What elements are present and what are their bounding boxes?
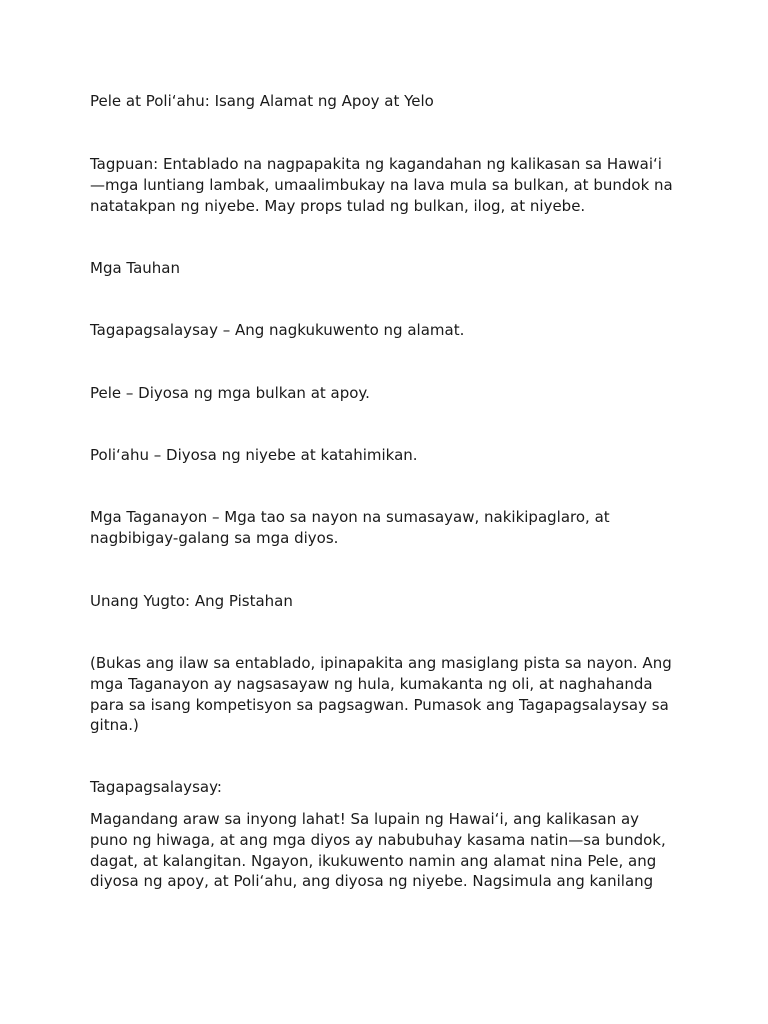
character-narrator: Tagapagsalaysay – Ang nagkukuwento ng alamat. <box>90 321 465 339</box>
character-poliahu: Poli‘ahu – Diyosa ng niyebe at katahimikan. <box>90 446 418 464</box>
character-pele: Pele – Diyosa ng mga bulkan at apoy. <box>90 384 370 402</box>
character-villagers: Mga Taganayon – Mga tao sa nayon na sumasayaw, nakikipaglaro, at nagbibigay-galang sa mga diyos. <box>90 508 610 547</box>
narrator-speech: Magandang araw sa inyong lahat! Sa lupain ng Hawai‘i, ang kalikasan ay puno ng hiwaga, at ang mga diyos ay nabubuhay kasama natin—sa bundok, dagat, at kalangitan. Ngayon, ikukuwento namin ang alamat nina Pele, ang diyosa ng apoy, at Poli‘ahu, ang diyosa ng niyebe. Nagsimula ang kanilang <box>90 810 666 891</box>
document-title: Pele at Poli‘ahu: Isang Alamat ng Apoy at Yelo <box>90 92 434 110</box>
characters-heading: Mga Tauhan <box>90 259 181 277</box>
setting-paragraph: Tagpuan: Entablado na nagpapakita ng kagandahan ng kalikasan sa Hawai‘i —mga luntiang lambak, umaalimbukay na lava mula sa bulkan, at bundok na natatakpan ng niyebe. May props tulad ng bulkan, ilog, at niyebe. <box>90 155 673 215</box>
stage-direction: (Bukas ang ilaw sa entablado, ipinapakita ang masiglang pista sa nayon. Ang mga Taganayon ay nagsasayaw ng hula, kumakanta ng oli, at naghahanda para sa isang kompetisyon sa pagsagwan. Pumasok ang Tagapagsalaysay sa gitna.) <box>90 654 672 735</box>
act-heading: Unang Yugto: Ang Pistahan <box>90 592 293 610</box>
speaker-label: Tagapagsalaysay: <box>90 778 222 796</box>
